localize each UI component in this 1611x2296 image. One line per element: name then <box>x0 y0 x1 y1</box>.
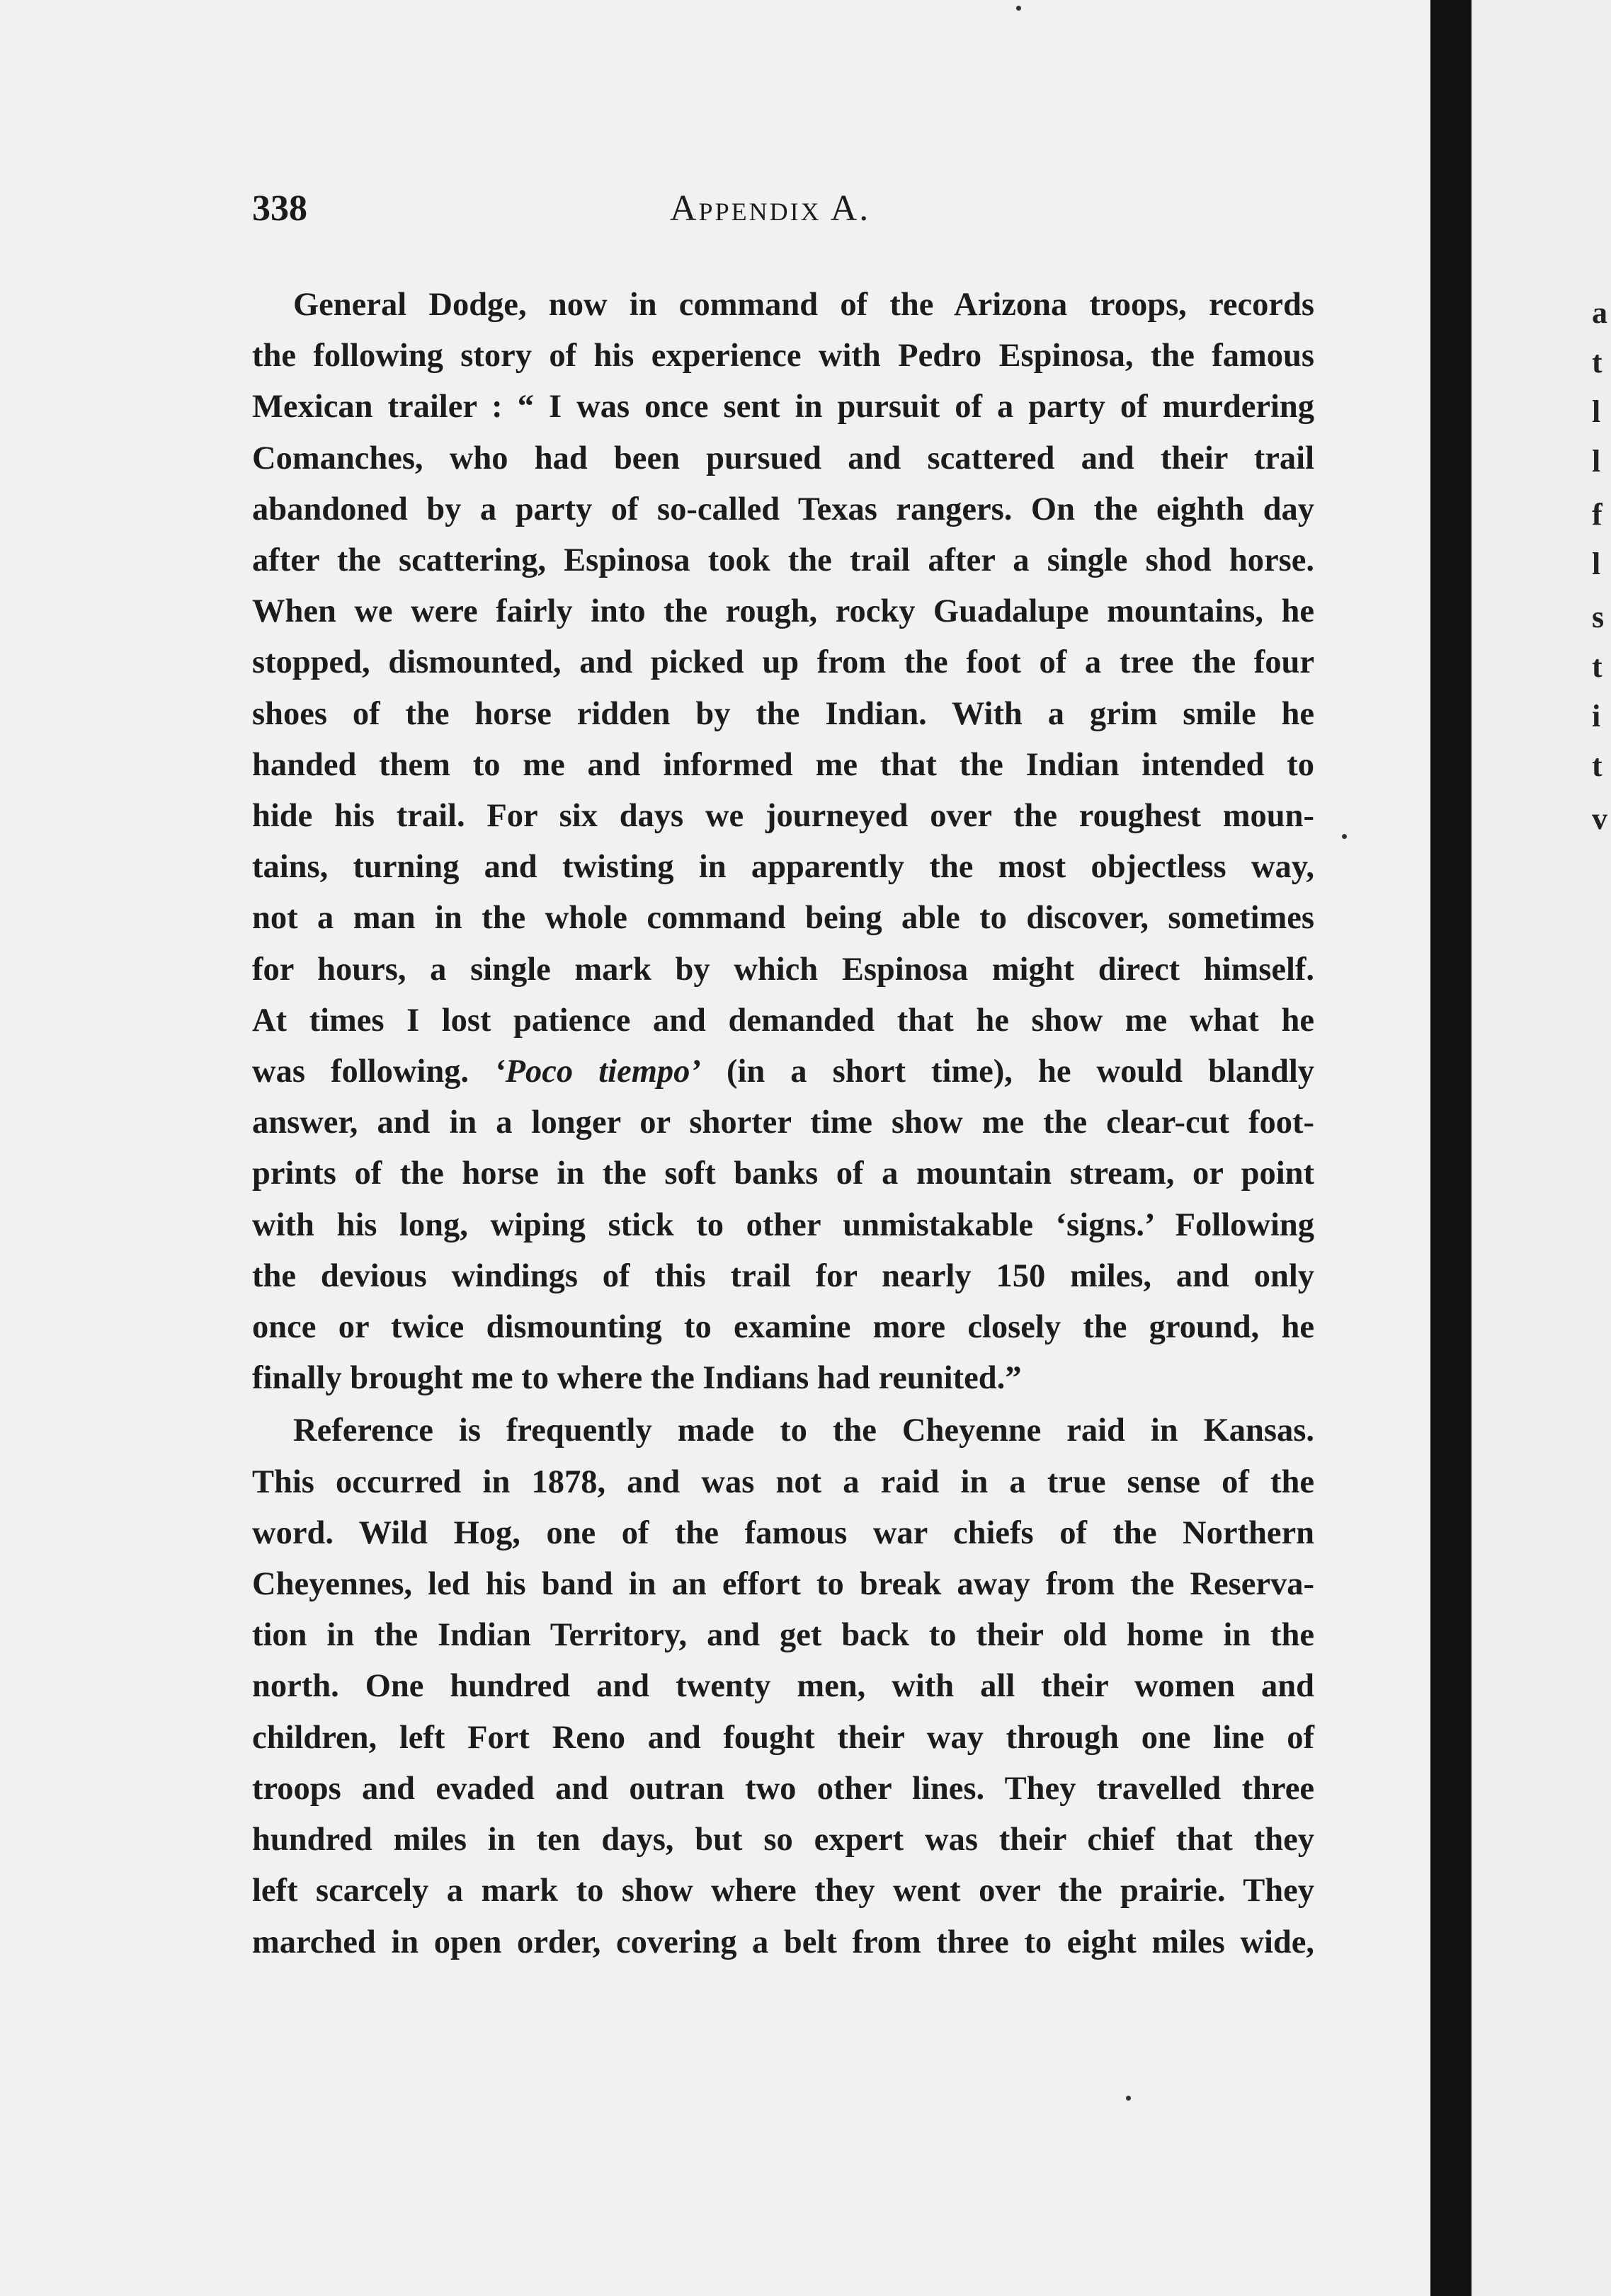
italic-phrase: ‘Poco tiempo’ <box>494 1053 701 1090</box>
text-line: north. One hundred and twenty men, with all their women and <box>252 1668 1314 1705</box>
paper-speck <box>1342 834 1347 839</box>
facing-page-fragment: v <box>1592 801 1607 836</box>
facing-page-fragment: l <box>1592 547 1601 581</box>
facing-page-fragment: t <box>1592 345 1603 379</box>
text-line: tains, turning and twisting in apparently the most objectless way, <box>252 849 1314 886</box>
page-number: 338 <box>252 188 307 229</box>
text-line: When we were fairly into the rough, rocky Guadalupe mountains, he <box>252 593 1314 630</box>
text-line: the following story of his experience with Pedro Espinosa, the famous <box>252 338 1314 375</box>
body-text <box>252 280 1314 1968</box>
text-line-with-italic <box>252 1046 1314 1097</box>
facing-page-fragment: f <box>1592 497 1603 532</box>
text-line: hide his trail. For six days we journeyed over the roughest moun- <box>252 798 1314 835</box>
facing-page-fragment: i <box>1592 699 1601 733</box>
text-line: abandoned by a party of so-called Texas rangers. On the eighth day <box>252 491 1314 527</box>
text-line: This occurred in 1878, and was not a raid in a true sense of the <box>252 1463 1314 1500</box>
text-line: shoes of the horse ridden by the Indian. With a grim smile he <box>252 695 1314 732</box>
text-line: Reference is frequently made to the Cheyenne raid in Kansas. <box>293 1412 1314 1449</box>
text-line: not a man in the whole command being able to discover, sometimes <box>252 900 1314 937</box>
text-line: Mexican trailer : “ I was once sent in pursuit of a party of murdering <box>252 389 1314 425</box>
text-line: At times I lost patience and demanded that he show me what he <box>252 1002 1314 1039</box>
text-line: for hours, a single mark by which Espinosa might direct himself. <box>252 951 1314 988</box>
text-line: stopped, dismounted, and picked up from the foot of a tree the four <box>252 644 1314 681</box>
facing-page-fragment: l <box>1592 444 1601 479</box>
facing-page-fragment: l <box>1592 394 1601 429</box>
text-line: after the scattering, Espinosa took the trail after a single shod horse. <box>252 542 1314 579</box>
text-line: with his long, wiping stick to other unmistakable ‘signs.’ Following <box>252 1206 1314 1243</box>
text-line: hundred miles in ten days, but so expert was their chief that they <box>252 1822 1314 1858</box>
running-title: Appendix A. <box>670 188 871 229</box>
text-line: word. Wild Hog, one of the famous war chiefs of the Northern <box>252 1514 1314 1551</box>
facing-page-fragment: t <box>1592 748 1603 783</box>
text-line: once or twice dismounting to examine more closely the ground, he <box>252 1309 1314 1346</box>
facing-page-edge <box>1471 0 1611 2296</box>
text-line: General Dodge, now in command of the Arizona troops, records <box>293 287 1314 323</box>
book-gutter-shadow <box>1430 0 1471 2296</box>
text-line: left scarcely a mark to show where they went over the prairie. They <box>252 1873 1314 1909</box>
text-line: handed them to me and informed me that the Indian intended to <box>252 746 1314 783</box>
text-segment: was following. <box>252 1053 469 1090</box>
text-line: Cheyennes, led his band in an effort to break away from the Reserva- <box>252 1566 1314 1603</box>
text-line: the devious windings of this trail for nearly 150 miles, and only <box>252 1257 1314 1294</box>
facing-page-fragment: s <box>1592 600 1605 634</box>
text-segment: (in a short time), he would blandly <box>726 1053 1314 1090</box>
text-line: prints of the horse in the soft banks of a mountain stream, or point <box>252 1155 1314 1192</box>
text-line: marched in open order, covering a belt from three to eight miles wide, <box>252 1924 1314 1960</box>
text-line: Comanches, who had been pursued and scattered and their trail <box>252 440 1314 476</box>
paper-speck <box>1016 6 1021 11</box>
text-line: tion in the Indian Territory, and get back to their old home in the <box>252 1617 1314 1654</box>
facing-page-fragment: t <box>1592 649 1603 684</box>
facing-page-fragment: a <box>1592 295 1607 330</box>
text-line: troops and evaded and outran two other lines. They travelled three <box>252 1770 1314 1807</box>
running-head <box>252 188 1328 237</box>
text-line: finally brought me to where the Indians had reunited.” <box>252 1360 1022 1397</box>
paper-speck <box>1126 2096 1131 2101</box>
text-line: children, left Fort Reno and fought their way through one line of <box>252 1719 1314 1756</box>
text-line: answer, and in a longer or shorter time show me the clear-cut foot- <box>252 1104 1314 1141</box>
